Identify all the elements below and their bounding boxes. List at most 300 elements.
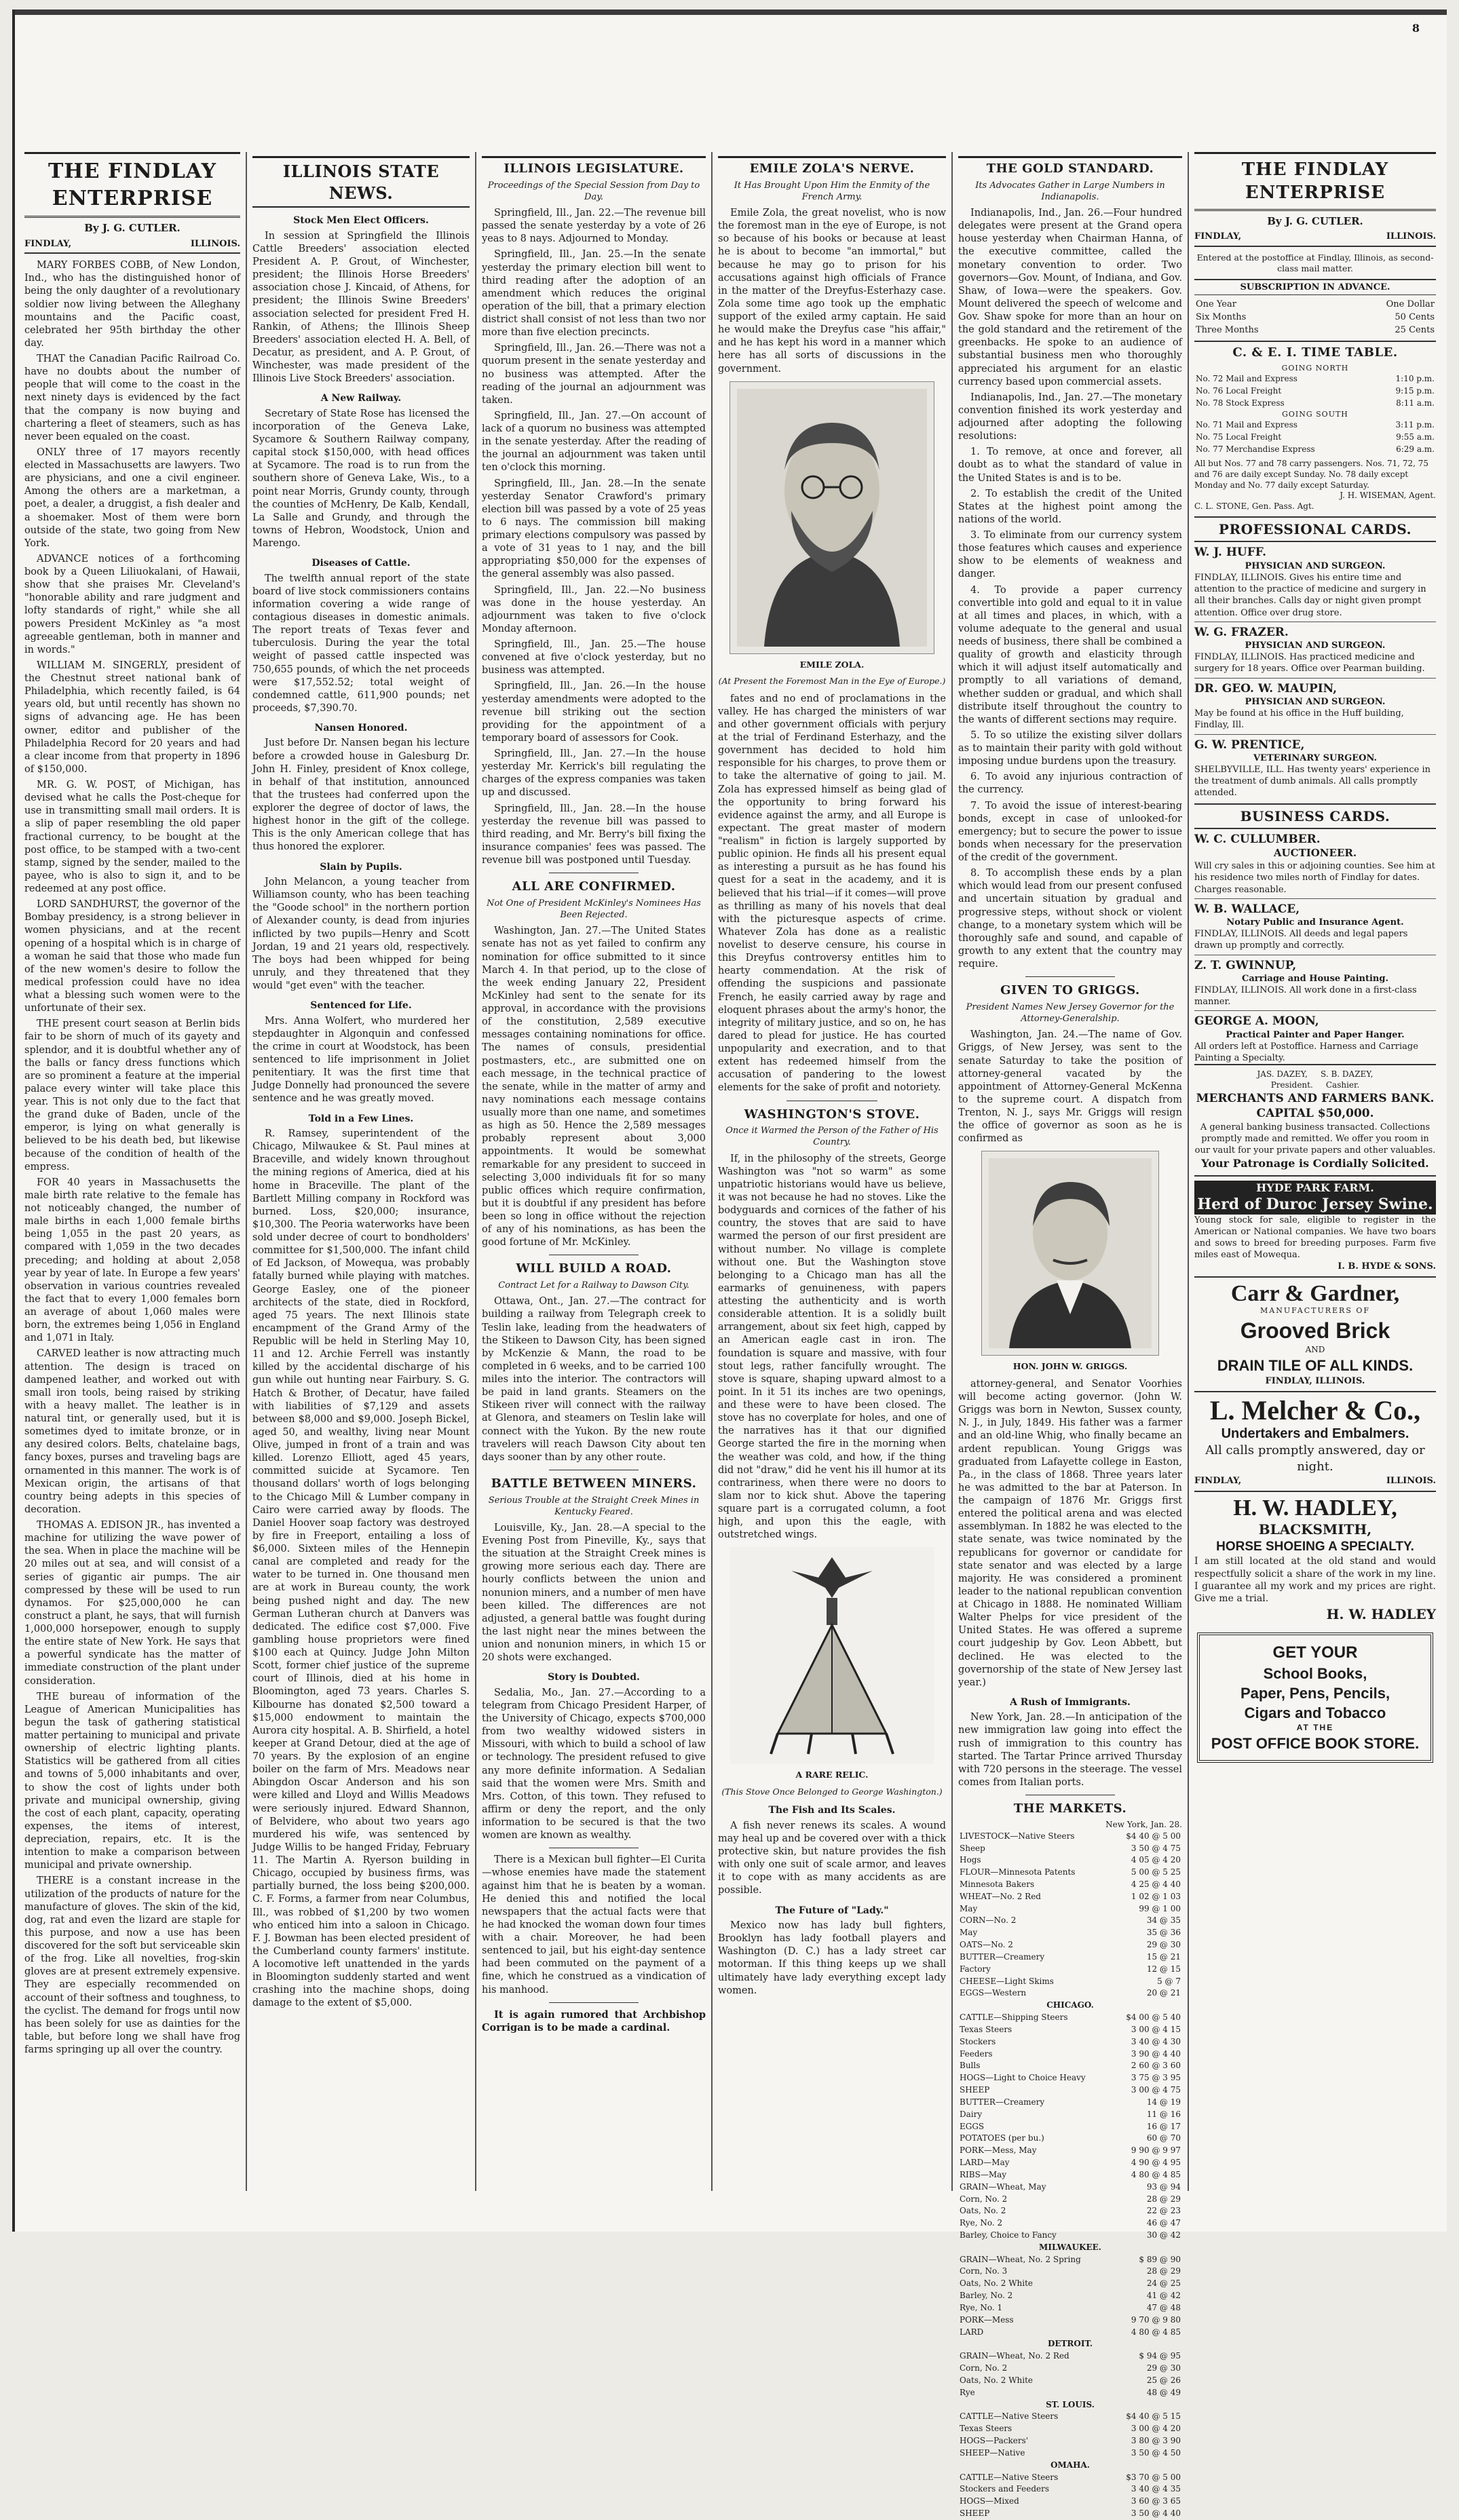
- stove-caption-sub: (This Stove Once Belonged to George Washington.): [721, 1786, 943, 1797]
- card-text: Will cry sales in this or adjoining counties. See him at his residence two miles north of Findlay for dates. Charges reasonable.: [1194, 861, 1435, 895]
- market-value: 3 80 @ 3 90: [1131, 2436, 1181, 2446]
- confirmed-subtitle: Not One of President McKinley's Nominees Has Been Rejected.: [487, 898, 701, 921]
- immigration-text: New York, Jan. 28.—In anticipation of the new immigration law going into effect the rush of immigration to this country has started. The Tartar Prince arrived Thursday with 720 persons in the steerage. The vessel comes from Italian ports.: [958, 1712, 1182, 1788]
- market-row: [958, 2157, 1182, 2169]
- market-row: [958, 1964, 1182, 1976]
- market-row: [958, 2060, 1182, 2072]
- market-value: 15 @ 21: [1146, 1951, 1181, 1962]
- market-value: 22 @ 23: [1146, 2206, 1181, 2216]
- paragraph: ONLY three of 17 mayors recently elected in Massachusetts are lawyers. Two are physicians, and one a civil engineer. Among the others are a marketman, a poet, a dealer, a druggist, a fish dealer and a shoemaker. Most of them were born outside of the state, two going from New York.: [24, 446, 240, 549]
- zola-text: Emile Zola, the great novelist, who is now the foremost man in the eye of Europe, is not so because of his books or because at least he is about to become "an immortal," but because he may go to prison for his accusations against high officials of France in the matter of the Dreyfus-Esterhazy case. Zola some time ago took up the emphatic support of the exiled army captain. He said he would make the Dreyfus case "his affair," and he has kept his word in a manner which here has all sorts of discussions in the government.: [718, 208, 946, 375]
- rail-agent-2: C. L. STONE, Gen. Pass. Agt.: [1194, 501, 1314, 512]
- market-item: Feeders: [960, 2048, 993, 2059]
- resolution: 4. To provide a paper currency convertible into gold and equal to it in value at all times and places, in which, with a volume adequate to the general and usual needs of business, there shall be combined a quality of growth and elasticity through which it will adjust itself automatically and promptly to all variations of demand, whether sudden or gradual, and which shall distribute itself throughout the country to the wants of different sections may require.: [958, 584, 1182, 725]
- masthead-2: THE FINDLAY ENTERPRISE: [1194, 152, 1436, 211]
- legislature-item: Springfield, Ill., Jan. 25.—The house convened at five o'clock yesterday, but no business was attempted.: [482, 639, 706, 676]
- market-row: [958, 1915, 1182, 1927]
- dateline-place: FINDLAY,: [1194, 231, 1242, 242]
- market-value: 30 @ 42: [1146, 2230, 1181, 2240]
- bookstore-at: AT THE: [1296, 1723, 1334, 1733]
- market-value: 24 @ 25: [1146, 2278, 1181, 2289]
- market-value: 46 @ 47: [1146, 2218, 1181, 2228]
- professional-card: [1194, 678, 1436, 731]
- road-text: Ottawa, Ont., Jan. 27.—The contract for building a railway from Telegraph creek to Teslin lake, leading from the headwaters of the Stikeen to Dawson City, has been signed by McKenzie & Mann, the road to be completed in 6 weeks, and to be carried 100 miles into the interior. The contractors will be paid in land grants. Steamers on the Stikeen river will connect with the railway at Glenora, and steamers on Teslin lake will connect with the Yukon. By the new route travelers will reach Dawson City about ten days sooner than by any other route.: [482, 1296, 706, 1463]
- sub-item: One Year: [1196, 299, 1236, 309]
- sub-value: One Dollar: [1386, 299, 1435, 309]
- market-value: 4 80 @ 4 85: [1131, 2169, 1181, 2179]
- card-role: PHYSICIAN AND SURGEON.: [1245, 697, 1386, 708]
- dateline: [24, 238, 240, 254]
- professional-card: [1194, 622, 1436, 675]
- column-rule: [475, 152, 476, 2191]
- market-item: Rye, No. 1: [960, 2302, 1003, 2312]
- sub-value: 50 Cents: [1395, 311, 1435, 322]
- card-text: May be found at his office in the Huff building, Findlay, Ill.: [1194, 708, 1404, 731]
- rail-value: 3:11 p.m.: [1395, 420, 1435, 430]
- hadley-text: I am still located at the old stand and would respectfully solicit a share of the work in my line. I guarantee all my work and my prices are right. Give me a trial.: [1194, 1556, 1436, 1605]
- business-card: [1194, 955, 1436, 1008]
- section-text: The twelfth annual report of the state board of live stock commissioners contains information covering a wide range of contagious diseases in domestic animals. The report treats of Texas fever and tuberculosis. During the year the total weight of passed cattle inspected was 750,655 pounds, of which the net proceeds were $17,552.52; total weight of condemned cattle, 611,900 pounds; net proceeds, $7,390.70.: [252, 573, 470, 714]
- market-row: [958, 2423, 1182, 2435]
- column-6: [1194, 152, 1436, 2211]
- card-role: Practical Painter and Paper Hanger.: [1226, 1029, 1405, 1040]
- column-rule: [711, 152, 713, 2191]
- rail-value: 9:15 p.m.: [1395, 386, 1435, 396]
- market-item: Rye, No. 2: [960, 2218, 1003, 2228]
- market-row: [958, 1951, 1182, 1964]
- market-row: [958, 2350, 1182, 2363]
- market-item: POTATOES (per bu.): [960, 2133, 1044, 2143]
- road-title: WILL BUILD A ROAD.: [516, 1261, 672, 1276]
- carr-mfr: MANUFACTURERS OF: [1259, 1306, 1371, 1316]
- market-row: [958, 2133, 1182, 2145]
- market-item: HOGS—Mixed: [960, 2496, 1019, 2506]
- market-item: Barley, Choice to Fancy: [960, 2230, 1057, 2240]
- legislature-item: Springfield, Ill., Jan. 25.—In the senate yesterday the primary election bill went to third reading after the adoption of an amendment which reduces the original operation of the bill, that a primary election district shall consist of not less than two nor more than five election precincts.: [482, 249, 706, 339]
- market-item: CATTLE—Native Steers: [960, 2472, 1059, 2482]
- card-text: All orders left at Postoffice. Harness and Carriage Painting a Specialty.: [1194, 1042, 1418, 1064]
- bookstore-line: Cigars and Tobacco: [1244, 1704, 1386, 1722]
- market-row: [958, 2205, 1182, 2217]
- section-head: Nansen Honored.: [314, 723, 408, 733]
- paragraph: LORD SANDHURST, the governor of the Bombay presidency, is a strong believer in women physicians, and at the recent opening of a hospital which is in charge of a woman he said that those who made fun of the new women's desire to follow the medical profession could have no idea what a blessing such women were to the unfortunate of their sex.: [24, 899, 240, 1014]
- bank-officers: JAS. DAZEY, S. B. DAZEY,: [1257, 1069, 1373, 1080]
- business-card: [1194, 832, 1436, 896]
- market-item: Corn, No. 3: [960, 2266, 1008, 2276]
- market-value: 20 @ 21: [1146, 1988, 1181, 1998]
- market-value: 3 40 @ 4 35: [1131, 2484, 1181, 2494]
- market-item: BUTTER—Creamery: [960, 2097, 1045, 2107]
- griggs-title: GIVEN TO GRIGGS.: [1000, 983, 1140, 998]
- rail-item: No. 71 Mail and Express: [1196, 420, 1297, 430]
- market-value: 29 @ 30: [1146, 2363, 1181, 2373]
- melcher-place: FINDLAY,: [1194, 1475, 1242, 1486]
- bank-title: MERCHANTS AND FARMERS BANK.: [1196, 1092, 1435, 1106]
- bookstore-title: GET YOUR: [1272, 1643, 1358, 1662]
- column-3: [482, 152, 706, 2211]
- legislature-item: Springfield, Ill., Jan. 22.—The revenue bill passed the senate yesterday by a vote of 26 yeas to 8 nays. Adjourned to Monday.: [482, 208, 706, 245]
- resolution: 7. To avoid the issue of interest-bearing bonds, except in case of unlooked-for emergency; but to secure the power to issue bonds when necessary for the preservation of the credit of the government.: [958, 800, 1182, 864]
- rail-item: No. 72 Mail and Express: [1196, 374, 1297, 384]
- legislature-title: ILLINOIS LEGISLATURE.: [482, 156, 706, 177]
- portrait-icon: [989, 1158, 1152, 1348]
- market-row: [958, 2145, 1182, 2157]
- card-name: W. B. WALLACE,: [1194, 902, 1300, 916]
- gold-subtitle: Its Advocates Gather in Large Numbers in Indianapolis.: [975, 180, 1165, 202]
- market-item: Stockers and Feeders: [960, 2484, 1049, 2494]
- paragraph: THERE is a constant increase in the utilization of the products of nature for the manufacture of gloves. The skin of the kid, dog, rat and even the lizard are staple for this purpose, and now a use has been discovered for the soft but serviceable skin of the frog. Like all novelties, frog-skin gloves are at present extremely expensive. They are especially recommended on account of their softness and toughness, to the cyclist. The demand for frogs until now has been solely for use as dainties for the table, but before long we shall have frog farms springing up all over the country.: [24, 1875, 240, 2056]
- hadley-ad: [1194, 1491, 1436, 1627]
- story-title: Story is Doubted.: [548, 1672, 640, 1683]
- market-item: May: [960, 1903, 978, 1913]
- market-item: Oats, No. 2 White: [960, 2278, 1034, 2289]
- market-row: [958, 2194, 1182, 2206]
- griggs-text: Washington, Jan. 24.—The name of Gov. Griggs, of New Jersey, was sent to the senate Saturday to take the position of attorney-general vacated by the appointment of Attorney-General McKenna to the supreme court. A dispatch from Trenton, N. J., says Mr. Griggs will resign the office of governor as soon as he is confirmed as: [958, 1029, 1182, 1145]
- column-2: [252, 152, 470, 2211]
- market-value: 28 @ 29: [1146, 2266, 1181, 2276]
- market-item: May: [960, 1928, 978, 1938]
- market-value: 25 @ 26: [1146, 2375, 1181, 2385]
- paragraph: THOMAS A. EDISON JR., has invented a machine for utilizing the wave power of the sea. When in place the machine will be 20 miles out at sea, and will consist of a series of gigantic air pumps. The air compressed by these will be used to run dynamos. For $25,000,000 he can construct a plant, he says, that will furnish 1,000,000 horsepower, enough to supply the entire state of New York. He says that a powerful syndicate has the matter of immediate construction of the plant under consideration.: [24, 1520, 240, 1687]
- section-head: Slain by Pupils.: [320, 861, 402, 873]
- rail-table-north: [1194, 373, 1436, 409]
- market-row: [958, 2278, 1182, 2290]
- rail-north: GOING NORTH: [1281, 363, 1349, 373]
- tail-text: It is again rumored that Archbishop Corrigan is to be made a cardinal.: [482, 2008, 706, 2034]
- market-row: [958, 1987, 1182, 2000]
- market-row: [958, 2024, 1182, 2036]
- ladies-title: The Future of "Lady.": [775, 1905, 889, 1916]
- market-row: [958, 1867, 1182, 1879]
- market-value: 3 40 @ 4 30: [1131, 2036, 1181, 2046]
- market-value: 29 @ 30: [1146, 1940, 1181, 1950]
- market-row: [958, 2036, 1182, 2048]
- market-value: 34 @ 35: [1146, 1915, 1181, 1926]
- market-value: 3 50 @ 4 75: [1131, 1843, 1181, 1853]
- market-item: ST. LOUIS.: [1046, 2399, 1095, 2409]
- subscription-row: [1194, 324, 1436, 337]
- market-item: CHEESE—Light Skims: [960, 1976, 1054, 1986]
- market-item: PORK—Mess: [960, 2314, 1014, 2325]
- market-item: LIVESTOCK—Native Steers: [960, 1831, 1075, 1841]
- market-row: [958, 2472, 1182, 2484]
- market-row: [958, 2508, 1182, 2520]
- market-row: [958, 2399, 1182, 2411]
- market-value: 3 00 @ 4 75: [1131, 2085, 1181, 2095]
- market-row: [958, 2447, 1182, 2460]
- melcher-text: All calls promptly answered, day or night.: [1205, 1443, 1425, 1474]
- divider: [1025, 976, 1115, 977]
- markets-date: New York, Jan. 28.: [1105, 1819, 1182, 1829]
- rail-row: [1194, 432, 1436, 444]
- bookstore-store: POST OFFICE BOOK STORE.: [1211, 1734, 1420, 1752]
- market-value: 9 90 @ 9 97: [1131, 2145, 1181, 2156]
- melcher-ad: [1194, 1391, 1436, 1491]
- paragraph: WILLIAM M. SINGERLY, president of the Chestnut street national bank of Philadelphia, which recently failed, is 64 years old, but until recently has shown no signs of advancing age. He has been owner, editor and publisher of the Philadelphia Record for 20 years and had a clear income from that property in 1896 of $150,000.: [24, 660, 240, 775]
- section-text: Mrs. Anna Wolfert, who murdered her stepdaughter in Algonquin and confessed the crime in court at Woodstock, has been sentenced to life imprisonment in Joliet penitentiary. It was the first time that Judge Donnelly had pronounced the severe sentence and he was greatly moved.: [252, 1015, 470, 1105]
- market-value: 99 @ 1 00: [1139, 1903, 1181, 1913]
- melcher-name: L. Melcher & Co.,: [1209, 1394, 1421, 1426]
- market-row: [958, 1976, 1182, 1988]
- market-item: Texas Steers: [960, 2024, 1012, 2034]
- market-item: Corn, No. 2: [960, 2363, 1008, 2373]
- stove-title: WASHINGTON'S STOVE.: [744, 1107, 920, 1122]
- market-value: 4 90 @ 4 95: [1131, 2158, 1181, 2168]
- stove-text: If, in the philosophy of the streets, George Washington was "not so warm" as some unpatriotic historians would have us believe, it was not because he had no stoves. Like the bodyguards and cornices of the father of his country, the stoves that are said to have warmed the person of our first president are without number. No village is complete without one. But the Washington stove belonging to a Chicago man has all the earmarks of genuineness, with papers attesting the authenticity and is worth considerable attention. It is a solidly built arrangement, about six feet high, capped by an American eagle cast in iron. The foundation is square and massive, with four stout legs, rather fancifully wrought. The stove is square, shaping upward almost to a point. In it 51 its inches are two openings, and these were to have been closed. The stove has no coverplate for holes, and one of the narratives has it that our dignified George started the fire in the morning when the weather was cold, and how, if the thing did not "draw," did he vent his ill humor at its contrariness, when there were no doors to slam nor to kick shut. Above the tapering square part is a corrugated column, a foot high, and upon this the eagle, with outstretched wings.: [718, 1153, 946, 1541]
- section-head: Stock Men Elect Officers.: [293, 215, 429, 227]
- column-rule: [951, 152, 953, 2191]
- immigration-title: A Rush of Immigrants.: [1010, 1696, 1131, 1708]
- market-row: [958, 1903, 1182, 1915]
- gold-text: Indianapolis, Ind., Jan. 27.—The monetary convention finished its work yesterday and adjourned after adopting the following resolutions:: [958, 392, 1182, 442]
- market-value: 47 @ 48: [1146, 2302, 1181, 2312]
- fish-text: A fish never renews its scales. A wound may heal up and be covered over with a thick protective skin, but nature provides the fish with only one suit of scale armor, and leaves it to cope with as many accidents as are possible.: [718, 1820, 946, 1896]
- bookstore-line: Paper, Pens, Pencils,: [1240, 1685, 1390, 1702]
- market-value: 11 @ 16: [1146, 2109, 1181, 2119]
- market-item: Oats, No. 2: [960, 2206, 1006, 2216]
- rail-value: 8:11 a.m.: [1396, 398, 1435, 408]
- newspaper-page: [12, 9, 1447, 2519]
- card-role: VETERINARY SURGEON.: [1253, 752, 1378, 763]
- market-row: [958, 2230, 1182, 2242]
- rail-item: No. 77 Merchandise Express: [1196, 444, 1315, 455]
- card-name: Z. T. GWINNUP,: [1194, 958, 1297, 972]
- market-value: 5 @ 7: [1157, 1976, 1181, 1986]
- bank-text: A general banking business transacted. Collections promptly made and remitted. We offer you room in our vault for your private papers and other valuables.: [1194, 1122, 1436, 1156]
- market-item: PORK—Mess, May: [960, 2145, 1037, 2156]
- market-row: [958, 2302, 1182, 2314]
- market-value: 3 00 @ 4 20: [1131, 2424, 1181, 2434]
- market-row: [958, 2109, 1182, 2121]
- gold-text: Indianapolis, Ind., Jan. 26.—Four hundred delegates were present at the Grand opera house yesterday when Chairman Hanna, of the executive committee, called the monetary convention to order. Two governors—Gov. Mount, of Indiana, and Gov. Shaw, of Iowa—were the speakers. Gov. Mount delivered the speech of welcome and Gov. Shaw spoke for more than an hour on the gold standard and the retirement of the greenbacks. He spoke to an audience of substantial business men who thoroughly appreciated his argument for an elastic currency based upon commercial assets.: [958, 208, 1182, 387]
- market-item: CATTLE—Native Steers: [960, 2411, 1059, 2422]
- paragraph: THE bureau of information of the League of American Municipalities has begun the task of gathering statistical matter pertaining to municipal and private ownership of electric lighting plants. Statistics will be gathered from all cities and towns of 5,000 inhabitants and over, to show the cost of lights under both private and municipal ownership, giving the cost of each plant, capacity, operating expenses, the items of interest, depreciation, repairs, etc. It is the intention to make a comparison between municipal and private ownership.: [24, 1691, 240, 1871]
- market-value: $4 40 @ 5 15: [1126, 2411, 1181, 2422]
- section-text: Secretary of State Rose has licensed the incorporation of the Geneva Lake, Sycamore & Southern Railway company, capital stock $150,000, with head offices at Sycamore. The road is to run from the southern shore of Geneva Lake, Wis., to a point near Morris, Grundy county, through the counties of McHenry, De Kalb, Kendall, La Salle and Grundy, and through the towns of Hebron, Woodstock, Union and Marengo.: [252, 408, 470, 550]
- rail-item: No. 76 Local Freight: [1196, 386, 1282, 396]
- legislature-item: Springfield, Ill., Jan. 26.—There was not a quorum present in the senate yesterday and no business was attempted. After the reading of the journal an adjournment was taken.: [482, 343, 706, 406]
- confirmed-text: Washington, Jan. 27.—The United States senate has not as yet failed to confirm any nomination for office submitted to it since March 4. In that period, up to the close of the week ending January 22, President McKinley had sent to the senate for its approval, in accordance with the provisions of the constitution, 2,589 executive messages containing nominations for office. The names of consuls, presidential postmasters, etc., are submitted one on each message, in the technical practice of the senate, while in the matter of army and navy nominations each message contains usually more than one name, and sometimes as high as 50. Hence the 2,589 messages probably represent about 3,000 appointments. It would be somewhat remarkable for any president to succeed in selecting 3,000 individuals fit for so many public offices which require confirmation, but it is doubtful if any president has before been so long in office without the rejection of any of his nominations, as has been the good fortune of Mr. McKinley.: [482, 925, 706, 1248]
- card-text: FINDLAY, ILLINOIS. All work done in a first-class manner.: [1194, 985, 1417, 1008]
- zola-title: EMILE ZOLA'S NERVE.: [718, 156, 946, 177]
- professional-card: [1194, 545, 1436, 618]
- market-item: LARD—May: [960, 2158, 1010, 2168]
- section-text: Just before Dr. Nansen began his lecture before a crowded house in Galesburg Dr. John H. Finley, president of Knox college, in behalf of that institution, announced that the trustees had conferred upon the explorer the degree of doctor of laws, the highest honor in the gift of the college. This is the only American college that has thus honored the explorer.: [252, 738, 470, 853]
- market-item: Bulls: [960, 2061, 981, 2071]
- market-value: $3 70 @ 5 00: [1126, 2472, 1181, 2482]
- paragraph: ADVANCE notices of a forthcoming book by a Queen Liliuokalani, of Hawaii, show that she praises Mr. Cleveland's "honorable ability and rare judgment and lofty standards of right," while she all powers President McKinley as "a most agreeable gentleman, both in manner and in words.": [24, 553, 240, 655]
- subscription-title: SUBSCRIPTION IN ADVANCE.: [1194, 279, 1436, 295]
- card-text: FINDLAY, ILLINOIS. All deeds and legal papers drawn up promptly and correctly.: [1194, 929, 1408, 951]
- market-value: 60 @ 70: [1146, 2133, 1181, 2143]
- stove-subtitle: Once it Warmed the Person of the Father of His Country.: [725, 1126, 939, 1148]
- carr-and: AND: [1305, 1344, 1325, 1354]
- column-rule: [246, 152, 247, 2191]
- column-5: [958, 152, 1182, 2519]
- rail-title: C. & E. I. TIME TABLE.: [1194, 341, 1436, 361]
- card-role: Carriage and House Painting.: [1242, 974, 1388, 985]
- bank-roles: President. Cashier.: [1270, 1080, 1360, 1090]
- market-value: $ 94 @ 95: [1139, 2351, 1181, 2361]
- market-row: [958, 2314, 1182, 2327]
- hadley-name: H. W. HADLEY,: [1233, 1495, 1397, 1521]
- market-item: Minnesota Bakers: [960, 1879, 1035, 1889]
- market-value: 4 05 @ 4 20: [1131, 1855, 1181, 1865]
- griggs-text: attorney-general, and Senator Voorhies will become acting governor. (John W. Griggs was born in Newton, Sussex county, N. J., in July, 1849. His father was a farmer and an old-line Whig, who finally became an ardent republican. Young Griggs was graduated from Lafayette college in Easton, Pa., in the class of 1868. Three years later he was admitted to the bar at Paterson. In the campaign of 1876 Mr. Griggs first entered the political arena and was elected assemblyman. In 1882 he was elected to the state senate, was twice nominated by the republicans for governor or candidate for state senator and was elected by a large majority. He was considered a prominent leader to the national republican convention at Chicago in 1888. He nominated William Walter Phelps for vice president of the United States. He was offered a supreme court judgeship by Gov. Leon Abbett, but declined. He was elected to the governorship of the state of New Jersey last year.): [958, 1378, 1182, 1688]
- farm-sign: I. B. HYDE & SONS.: [1338, 1261, 1436, 1272]
- market-item: GRAIN—Wheat, May: [960, 2181, 1046, 2192]
- business-card: [1194, 1010, 1436, 1064]
- subscription-row: [1194, 311, 1436, 324]
- rail-row: [1194, 385, 1436, 398]
- market-item: HOGS—Packers': [960, 2436, 1029, 2446]
- road-subtitle: Contract Let for a Railway to Dawson City.: [498, 1280, 689, 1291]
- market-item: CATTLE—Shipping Steers: [960, 2012, 1068, 2023]
- market-value: 28 @ 29: [1146, 2194, 1181, 2204]
- market-item: FLOUR—Minnesota Patents: [960, 1867, 1076, 1877]
- zola-caption: EMILE ZOLA.: [799, 659, 865, 670]
- paragraph: THE present court season at Berlin bids fair to be shorn of much of its gayety and splendor, and it is doubtful whether any of the balls or fancy dress functions which are so prominent a feature at the imperial palace every winter will take place this year. This is not only due to the fact that the grand duke of Baden, uncle of the emperor, is lying on what generally is believed to be his death bed, but likewise because of the condition of health of the empress.: [24, 1018, 240, 1172]
- rail-item: No. 75 Local Freight: [1196, 432, 1282, 442]
- market-item: EGGS: [960, 2121, 985, 2131]
- rail-row: [1194, 419, 1436, 432]
- market-value: 3 60 @ 3 65: [1131, 2496, 1181, 2506]
- zola-subtitle: It Has Brought Upon Him the Enmity of the French Army.: [734, 180, 930, 202]
- market-row: [958, 1927, 1182, 1939]
- market-row: [958, 2048, 1182, 2061]
- market-item: DETROIT.: [1047, 2339, 1093, 2349]
- market-row: [958, 2242, 1182, 2254]
- legislature-item: Springfield, Ill., Jan. 28.—In the senate yesterday Senator Crawford's primary election bill was passed by a vote of 25 yeas to 6 nays. The commission bill making primary elections compulsory was passed by a vote of 31 yeas to 1 nay, and the bill appropriating $50,000 for the expenses of the general assembly was also passed.: [482, 478, 706, 580]
- carr-brick: Grooved Brick: [1240, 1318, 1390, 1343]
- market-value: 4 25 @ 4 40: [1131, 1879, 1181, 1889]
- card-name: GEORGE A. MOON,: [1194, 1014, 1319, 1029]
- market-item: Sheep: [960, 1843, 985, 1853]
- rail-value: 6:29 a.m.: [1396, 444, 1435, 455]
- market-row: [958, 2254, 1182, 2266]
- market-value: 14 @ 19: [1146, 2097, 1181, 2107]
- market-row: [958, 2387, 1182, 2399]
- market-row: [958, 2266, 1182, 2278]
- market-value: 48 @ 49: [1146, 2387, 1181, 2397]
- market-item: SHEEP: [960, 2085, 990, 2095]
- bank-ad: [1194, 1064, 1436, 1175]
- legislature-item: Springfield, Ill., Jan. 27.—In the house yesterday Mr. Kerrick's bill regulating the charges of the express companies was taken up and discussed.: [482, 748, 706, 799]
- carr-place: FINDLAY, ILLINOIS.: [1265, 1375, 1365, 1386]
- bookstore-line: School Books,: [1263, 1665, 1367, 1683]
- rail-row: [1194, 444, 1436, 456]
- card-name: G. W. PRENTICE,: [1194, 738, 1305, 752]
- market-item: EGGS—Western: [960, 1988, 1027, 1998]
- section-text: John Melancon, a young teacher from Williamson county, who has been teaching the "Goode school" in the northern portion of Alexander county, is dead from injuries inflicted by two pupils—Henry and Scott Jordan, 19 and 21 years old, respectively. The boys had been whipped for being unruly, and they threatened that they would "get even" with the teacher.: [252, 877, 470, 992]
- section-head: Diseases of Cattle.: [311, 558, 411, 569]
- market-item: Rye: [960, 2387, 975, 2397]
- market-value: 3 50 @ 4 40: [1131, 2508, 1181, 2519]
- market-item: MILWAUKEE.: [1039, 2242, 1101, 2252]
- professional-cards-title: PROFESSIONAL CARDS.: [1194, 516, 1436, 542]
- market-row: [958, 1854, 1182, 1867]
- market-item: OATS—No. 2: [960, 1940, 1013, 1950]
- sub-item: Three Months: [1196, 325, 1259, 336]
- griggs-caption: HON. JOHN W. GRIGGS.: [1012, 1361, 1128, 1372]
- market-row: [958, 2012, 1182, 2024]
- markets-table: [958, 1831, 1182, 2520]
- story-text: Sedalia, Mo., Jan. 27.—According to a telegram from Chicago President Harper, of the University of Chicago, expects $700,000 from two wealthy widowed sisters in Missouri, with which to build a school of law or technology. The president refused to give any more definite information. A Sedalian said that the women were Mrs. Smith and Mrs. Cotton, of this town. They refused to affirm or deny the report, and the only information to be secured is that the two women are known as wealthy.: [482, 1687, 706, 1841]
- card-name: DR. GEO. W. MAUPIN,: [1194, 681, 1338, 695]
- farm-title: HYDE PARK FARM.: [1194, 1181, 1436, 1195]
- market-item: GRAIN—Wheat, No. 2 Red: [960, 2351, 1069, 2361]
- rail-note: All but Nos. 77 and 78 carry passengers. Nos. 71, 72, 75 and 76 are daily except Sunday. No. 78 daily except Monday and No. 77 daily except Saturday.: [1194, 458, 1429, 490]
- sub-item: Six Months: [1196, 311, 1247, 322]
- market-value: 41 @ 42: [1146, 2291, 1181, 2301]
- rail-row: [1194, 398, 1436, 410]
- column-4: [718, 152, 946, 2211]
- subscription-table: [1194, 298, 1436, 337]
- market-row: [958, 2435, 1182, 2447]
- paragraph: MR. G. W. POST, of Michigan, has devised what he calls the Post-cheque for use in transmitting small mail orders. It is a slip of paper resembling the old paper fractional currency, to be bought at the post office, to be stamped with a two-cent stamp, signed by the sender, mailed to the payee, who is also to sign it, and to be redeemed at any post office.: [24, 780, 240, 895]
- section-head: Told in a Few Lines.: [308, 1113, 414, 1124]
- bookstore-ad: [1197, 1633, 1433, 1763]
- section-text: R. Ramsey, superintendent of the Chicago, Milwaukee & St. Paul mines at Braceville, and widely known throughout the mining regions of America, died at his home in Braceville. The plant of the Bartlett Milling company in Rockford was burned. Loss, $20,000; insurance, $10,300. The Peoria waterworks have been sold under decree of court to bondholders' committee for $1,500,000. The infant child of Ed Jackson, of Mowequa, was probably fatally burned while playing with matches. George Easley, one of the pioneer architects of the state, died in Rockford, aged 75 years. The next Illinois state encampment of the Grand Army of the Republic will be held in Sterling May 10, 11 and 12. Archie Ferrell was instantly killed by the accidental discharge of his gun while out hunting near Fairbury. S. G. Hatch & Brother, of Decatur, have failed with liabilities of $7,129 and assets between $8,000 and $9,000. Joseph Bickel, aged 50, and wealthy, living near Mount Olive, jumped in front of a train and was killed. Lorenzo Elliott, aged 45 years, committed suicide at Sycamore. Ten thousand dollars' worth of logs belonging to the Chicago Mill & Lumber company in Cairo were carried away by floods. The Daniel Hoover soap factory was destroyed by fire in Freeport, entailing a loss of $6,000. Sixteen miles of the Hennepin canal are completed and ready for the water to be turned in. One thousand men are at work in Bureau county, the work being pushed night and day. The new German Lutheran church at Danvers was dedicated. The edifice cost $7,000. Five gambling house proprietors were fined $100 each at Quincy. Judge John Milton Scott, former chief justice of the supreme court of Illinois, died at his home in Bloomington, aged 73 years. Charles S. Kilbourne has donated $2,500 toward a $15,000 endowment to maintain the Aurora city hospital. A. B. Shirfield, a hotel keeper at Grand Detour, died at the age of 70 years. By the explosion of an engine boiler on the farm of Mrs. Meadows near Abingdon Oscar Anderson and his son were killed and Lloyd and Willis Meadows were seriously injured. Edward Shannon, of Belvidere, who about two years ago murdered his wife, was sentenced by Judge Willis to be hanged Friday, February 11. The Martin A. Ryerson building in Chicago, occupied by business firms, was partially burned, the loss being $200,000. C. F. Forms, a farmer from near Columbus, Ill., was robbed of $1,200 by two women who enticed him into a saloon in Chicago. F. J. Bowman has been elected president of the Cumberland county farmers' institute. A locomotive left unattended in the yards in Bloomington suddenly started and went crashing into the machine shops, doing damage to the extent of $5,000.: [252, 1128, 470, 2009]
- ladies-text: Mexico now has lady bull fighters, Brooklyn has lady football players and Washington (D. C.) has a lady street car motorman. If this thing keeps up we shall ultimately have lady everything except lady women.: [718, 1920, 946, 1996]
- rail-row: [1194, 373, 1436, 385]
- card-role: Notary Public and Insurance Agent.: [1226, 917, 1404, 928]
- market-item: SHEEP—Native: [960, 2447, 1025, 2458]
- market-item: Oats, No. 2 White: [960, 2375, 1034, 2385]
- market-row: [958, 1939, 1182, 1951]
- market-value: 3 75 @ 3 95: [1131, 2073, 1181, 2083]
- market-item: LARD: [960, 2327, 984, 2337]
- market-row: [958, 1843, 1182, 1855]
- resolution: 3. To eliminate from our currency system those features which causes and experience show to be elements of weakness and danger.: [958, 530, 1182, 580]
- market-value: $ 89 @ 90: [1139, 2254, 1181, 2264]
- divider: [549, 2002, 639, 2003]
- market-row: [958, 2460, 1182, 2472]
- zola-portrait: [730, 381, 934, 654]
- market-value: 1 02 @ 1 03: [1131, 1891, 1181, 1901]
- farm-text: Young stock for sale, eligible to register in the American or National companies. We have two boars and sows to breed for breeding purposes. Farm five miles east of Mowequa.: [1194, 1215, 1436, 1261]
- confirmed-title: ALL ARE CONFIRMED.: [512, 879, 676, 894]
- legislature-item: Springfield, Ill., Jan. 27.—On account of lack of a quorum no business was attempted in the senate yesterday. After the reading of the journal an adjournment was taken until ten o'clock this morning.: [482, 410, 706, 474]
- card-name: W. C. CULLUMBER.: [1194, 832, 1321, 846]
- market-value: 3 90 @ 4 40: [1131, 2048, 1181, 2059]
- stove-illustration: [730, 1547, 934, 1764]
- card-role: AUCTIONEER.: [1273, 847, 1357, 860]
- zola-text: fates and no end of proclamations in the valley. He has charged the ministers of war and other government officials with perjury at the trial of Ferdinand Esterhazy, and the government has decided to hold him responsible for his charges, to prove them or to take the alternative of going to jail. M. Zola has expressed himself as being glad of the opportunity to bring forward his evidence against the army, and all Europe is expectant. The great master of modern "realism" in fiction is largely supported by public opinion. He finds all his present equal as interesting a pursuit as he has found his quest for a seat in the academy, and it is believed that his trial—if it comes—will prove as thrilling as many of his novels that deal with the picturesque aspects of crime. Whatever Zola has done as a realistic novelist to deserve censure, his course in this Dreyfus controversy entitles him to hearty commendation. At the risk of offending the suspicions and passionate French, he easily carried away by rage and eloquent phrases about the army's honor, the integrity of military justice, and so on, he has dared to plead for justice. He has courted unpopularity and execration, and to that extent has redeemed himself from the accusation of pandering to the lowest elements for the sake of profit and notoriety.: [718, 693, 946, 1094]
- rail-item: No. 78 Stock Express: [1196, 398, 1285, 408]
- melcher-sub: Undertakers and Embalmers.: [1221, 1426, 1409, 1441]
- market-row: [958, 2072, 1182, 2084]
- miners-title: BATTLE BETWEEN MINERS.: [491, 1476, 697, 1491]
- card-role: PHYSICIAN AND SURGEON.: [1245, 560, 1386, 571]
- farm-ad: [1194, 1175, 1436, 1277]
- bank-tag: Your Patronage is Cordially Solicited.: [1201, 1157, 1429, 1170]
- paragraph: THAT the Canadian Pacific Railroad Co. have no doubts about the number of people that will come to the coast in the next ninety days is evidenced by the fact that the company is now buying and chartering a fleet of steamers, such as has never been equaled on the coast.: [24, 354, 240, 442]
- dateline-2: [1194, 231, 1436, 246]
- market-item: SHEEP: [960, 2508, 990, 2519]
- market-row: [958, 2327, 1182, 2339]
- melcher-dateline: [1194, 1475, 1436, 1487]
- business-cards-title: BUSINESS CARDS.: [1194, 803, 1436, 829]
- market-row: [958, 1891, 1182, 1903]
- market-row: [958, 1831, 1182, 1843]
- market-item: Barley, No. 2: [960, 2291, 1013, 2301]
- carr-gardner-ad: [1194, 1276, 1436, 1390]
- market-value: 3 50 @ 4 50: [1131, 2447, 1181, 2458]
- section-head: A New Railway.: [320, 393, 402, 404]
- market-item: BUTTER—Creamery: [960, 1951, 1045, 1962]
- paragraph: CARVED leather is now attracting much attention. The design is traced on dampened leather, and worked out with small iron tools, being raised by striking with a heavy mallet. The leather is in natural tint, or generally used, but it is sometimes dyed to imitate bronze, or in any desired colors. Belts, chatelaine bags, fancy boxes, purses and traveling bags are ornamented in this manner. The work is of Mexican origin, the artisans of that country being adepts in this species of decoration.: [24, 1348, 240, 1515]
